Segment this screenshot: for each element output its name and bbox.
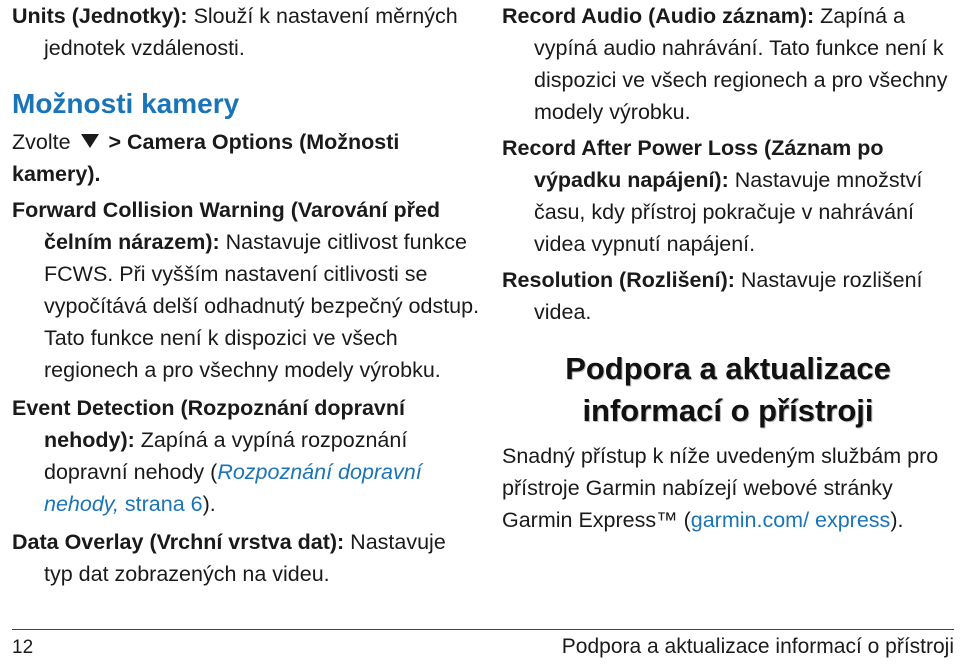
support-end: ). xyxy=(890,508,904,532)
data-overlay-term: Data Overlay (Vrchní vrstva dat): xyxy=(12,530,345,554)
data-overlay-description: Nastavuje typ dat zobrazených na videu. xyxy=(44,530,446,586)
fcw-description: Nastavuje citlivost funkce FCWS. Při vyšším nastavení citlivosti se vypočítává delší odhadnutý bezpečný odstup. Tato funkce není k dispozici ve všech regionech a pro všechny modely výrobku. xyxy=(44,230,480,382)
data-overlay-entry xyxy=(12,526,480,590)
fcw-entry xyxy=(12,194,480,386)
resolution-entry xyxy=(502,264,954,328)
record-after-power-loss-description: Nastavuje množství času, kdy přístroj pokračuje v nahrávání videa vypnutí napájení. xyxy=(534,168,923,256)
record-after-power-loss-entry xyxy=(502,132,954,260)
event-detection-entry xyxy=(12,392,480,520)
right-column xyxy=(502,0,954,536)
record-audio-entry xyxy=(502,0,954,128)
camera-options-heading: Možnosti kamery xyxy=(12,88,240,119)
record-after-power-loss-term: Record After Power Loss (Záznam po výpadku napájení): xyxy=(502,136,884,192)
fcw-term: Forward Collision Warning (Varování před čelním nárazem): xyxy=(12,198,441,254)
support-heading-line-2: informací o přístroji xyxy=(582,393,874,428)
units-term: Units (Jednotky): xyxy=(12,4,188,28)
resolution-term: Resolution (Rozlišení): xyxy=(502,268,735,292)
garmin-express-link[interactable]: garmin.com/ express xyxy=(690,508,891,532)
event-detection-end: ). xyxy=(202,492,216,516)
record-audio-term: Record Audio (Audio záznam): xyxy=(502,4,815,28)
running-title: Podpora a aktualizace informací o přístroji xyxy=(561,635,954,658)
units-description: Slouží k nastavení měrných jednotek vzdálenosti. xyxy=(44,4,458,60)
support-heading-line-1: Podpora a aktualizace xyxy=(565,351,891,386)
event-detection-link[interactable]: Rozpoznání dopravní nehody, xyxy=(44,460,422,516)
intro-path: > Camera Options (Možnosti kamery). xyxy=(12,130,400,186)
event-detection-page-link[interactable]: strana 6 xyxy=(118,492,203,516)
down-triangle-icon xyxy=(81,134,99,148)
footer-divider xyxy=(12,629,954,630)
units-entry xyxy=(12,0,480,64)
intro-text: Zvolte xyxy=(12,130,77,154)
support-text: Snadný přístup k níže uvedeným službám pro přístroje Garmin nabízejí webové stránky Garmin Express™ ( xyxy=(502,444,939,532)
support-heading xyxy=(502,348,954,432)
event-detection-description: Zapíná a vypíná rozpoznání dopravní nehody ( xyxy=(44,428,408,484)
camera-options-intro xyxy=(12,126,480,190)
resolution-description: Nastavuje rozlišení videa. xyxy=(534,268,923,324)
page-number: 12 xyxy=(12,637,34,658)
left-column xyxy=(12,0,480,590)
support-paragraph xyxy=(502,440,954,536)
record-audio-description: Zapíná a vypíná audio nahrávání. Tato funkce není k dispozici ve všech regionech a pro všechny modely výrobku. xyxy=(534,4,948,124)
event-detection-term: Event Detection (Rozpoznání dopravní nehody): xyxy=(12,396,405,452)
